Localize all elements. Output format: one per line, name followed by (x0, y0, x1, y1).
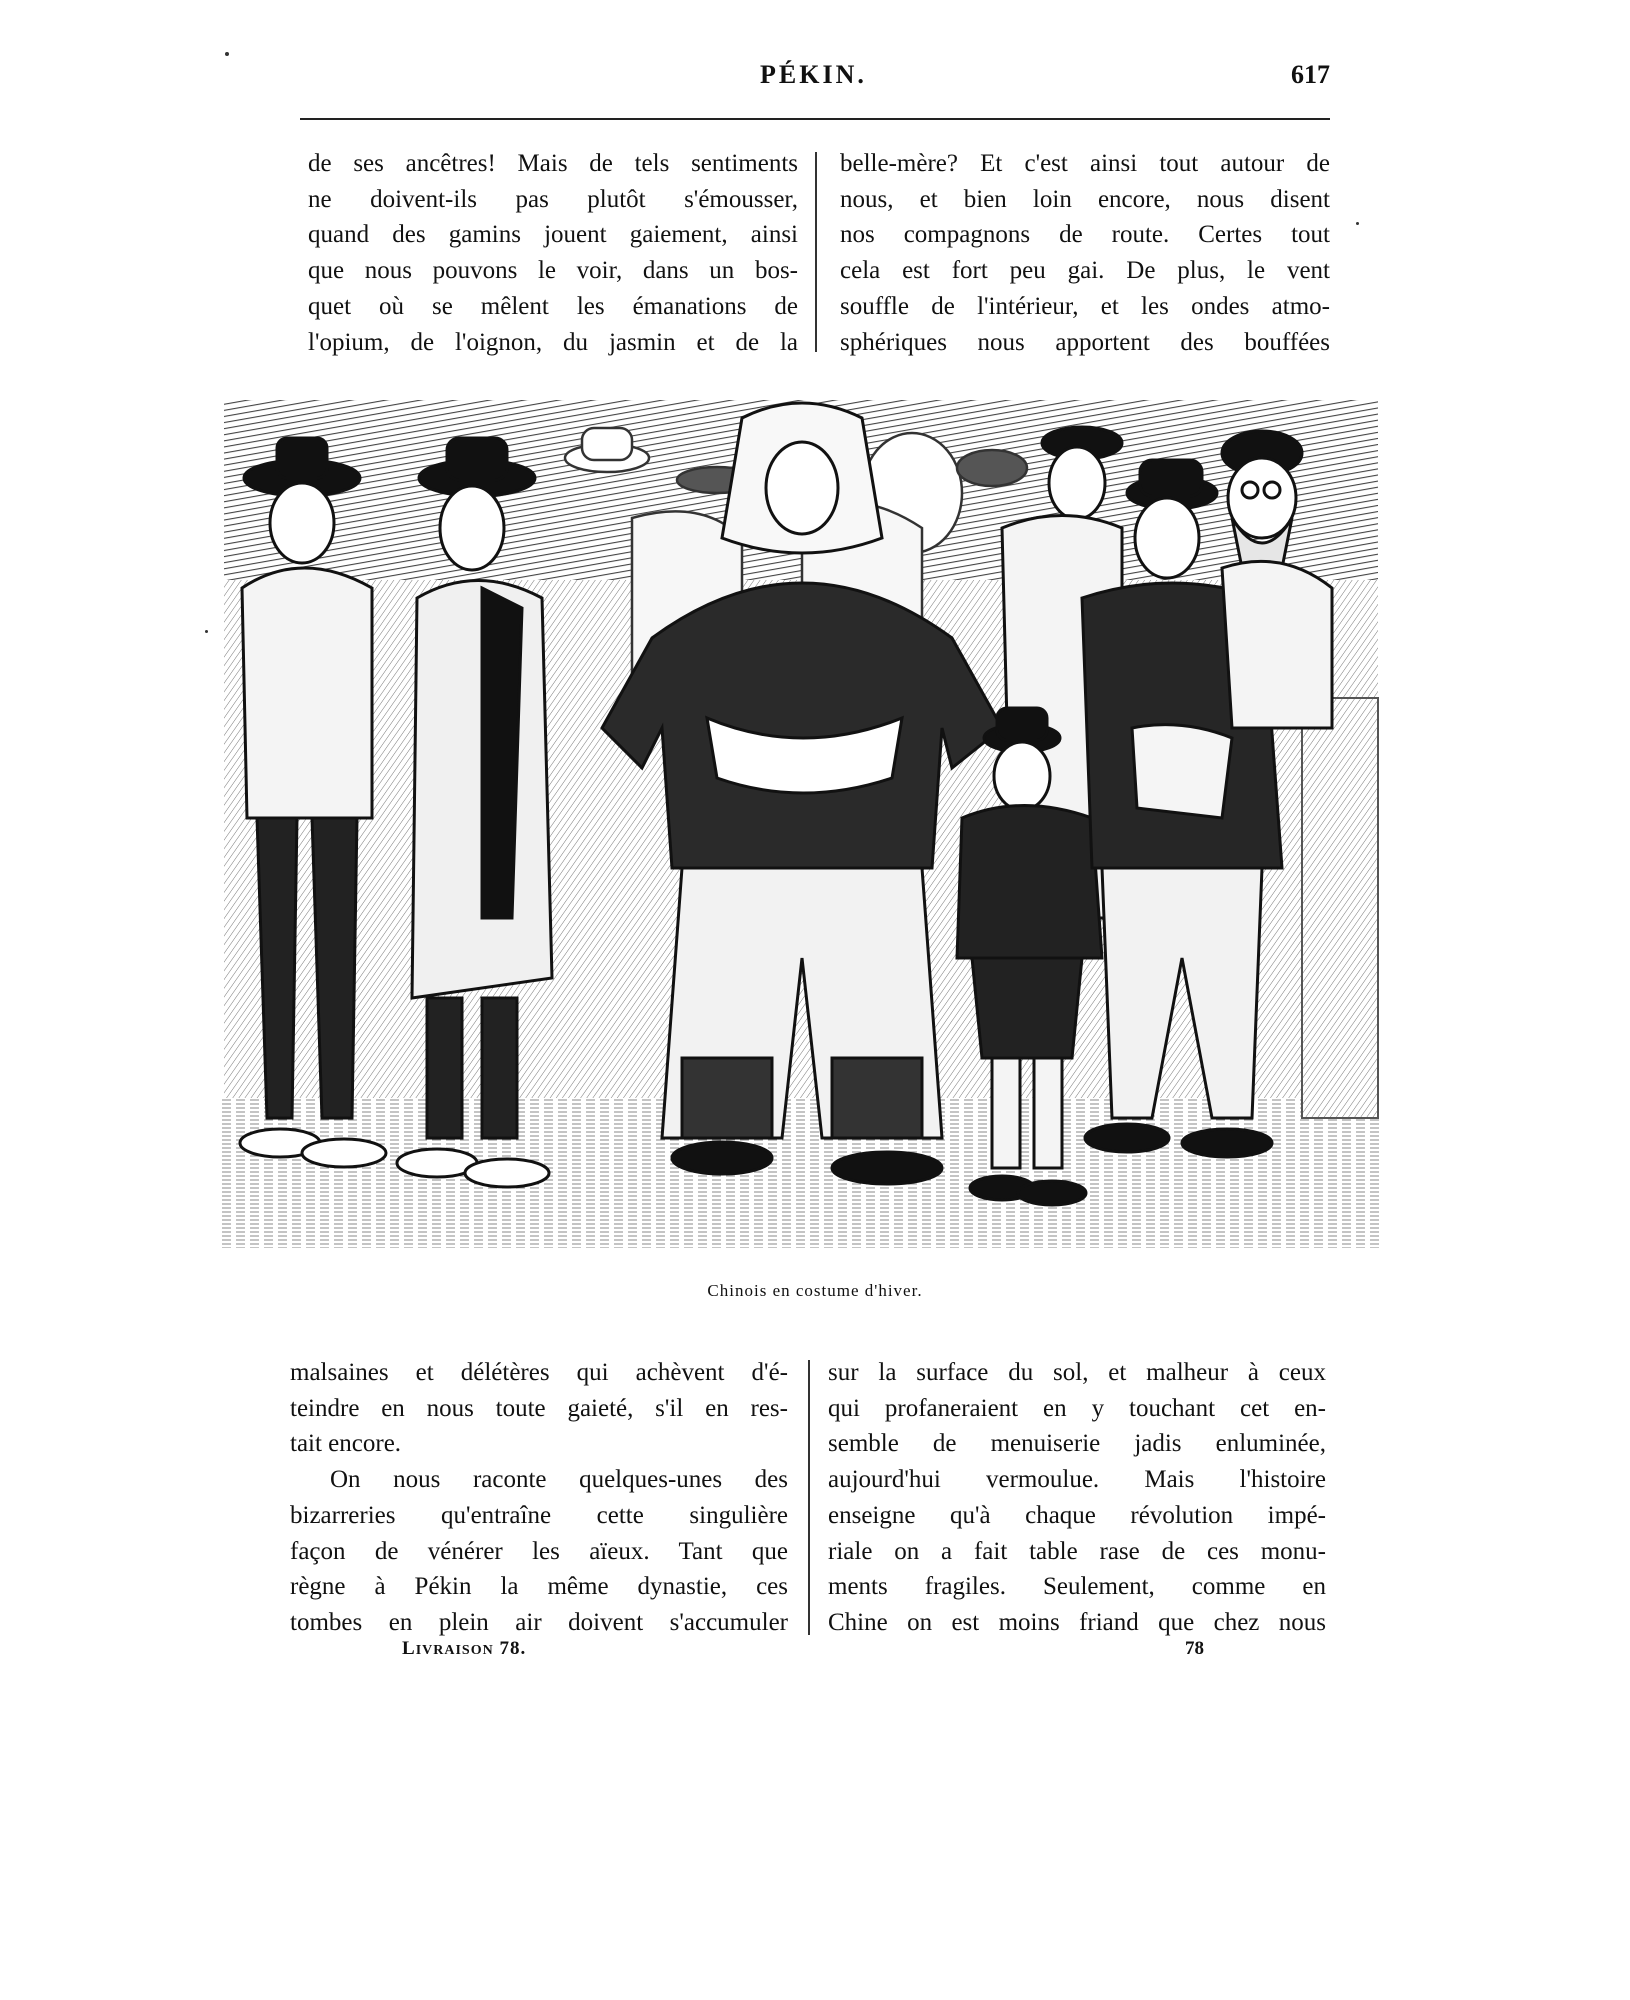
running-head (300, 60, 1330, 100)
text-line: semble de menuiserie jadis enluminée, (828, 1430, 1326, 1458)
column-divider-bottom (808, 1360, 810, 1635)
text-line: quand des gamins jouent gaiement, ainsi (308, 221, 798, 249)
text-line: règne à Pékin la même dynastie, ces (290, 1573, 788, 1601)
engraving-illustration (222, 398, 1380, 1250)
text-line: tait encore. (290, 1430, 402, 1458)
scan-speck (225, 52, 229, 56)
text-line: l'opium, de l'oignon, du jasmin et de la (308, 328, 798, 356)
text-line: cela est fort peu gai. De plus, le vent (840, 257, 1330, 285)
text-line: belle-mère? Et c'est ainsi tout autour de (840, 150, 1330, 177)
text-line: nous, et bien loin encore, nous disent (840, 185, 1330, 213)
text-line: teindre en nous toute gaieté, s'il en res- (290, 1394, 788, 1422)
text-line: souffle de l'intérieur, et les ondes atmo- (840, 292, 1330, 320)
text-line: On nous raconte quelques-unes des (330, 1466, 788, 1494)
scan-speck (1356, 222, 1359, 225)
column-1-top (308, 146, 798, 360)
text-line: façon de vénérer les aïeux. Tant que (290, 1537, 788, 1565)
text-line: enseigne qu'à chaque révolution impé- (828, 1501, 1326, 1529)
illustration-caption: Chinois en costume d'hiver. (707, 1281, 923, 1300)
column-divider-top (815, 152, 817, 352)
text-line: ne doivent-ils pas plutôt s'émousser, (308, 185, 798, 213)
text-line: nos compagnons de route. Certes tout (840, 221, 1330, 249)
text-line: Chine on est moins friand que chez nous (828, 1608, 1326, 1636)
header-rule (300, 118, 1330, 120)
text-line: malsaines et délétères qui achèvent d'é- (290, 1359, 788, 1386)
signature-number: 78. (499, 1638, 527, 1659)
text-line: sur la surface du sol, et malheur à ceux (828, 1359, 1326, 1386)
column-2-top (840, 146, 1330, 360)
scan-speck (205, 630, 208, 633)
text-line: quet où se mêlent les émanations de (308, 292, 798, 320)
column-2-bottom (828, 1355, 1326, 1641)
text-line: qui profaneraient en y touchant cet en- (828, 1394, 1326, 1422)
signature-word: IVRAISON (415, 1643, 494, 1658)
text-line: de ses ancêtres! Mais de tels sentiments (308, 150, 798, 177)
text-line: riale on a fait table rase de ces monu- (828, 1537, 1326, 1565)
text-line: ments fragiles. Seulement, comme en (828, 1573, 1326, 1601)
sheet-number: 78 (1185, 1638, 1204, 1659)
column-1-bottom (290, 1355, 788, 1641)
signature-mark (402, 1638, 526, 1660)
page-number: 617 (1291, 60, 1330, 89)
text-line: tombes en plein air doivent s'accumuler (290, 1608, 788, 1636)
signature-initial: L (402, 1638, 416, 1659)
text-line: aujourd'hui vermoulue. Mais l'histoire (828, 1466, 1326, 1494)
text-line: que nous pouvons le voir, dans un bos- (308, 257, 798, 285)
text-line: bizarreries qu'entraîne cette singulière (290, 1501, 788, 1529)
text-line: sphériques nous apportent des bouffées (840, 328, 1330, 356)
running-title: PÉKIN. (760, 60, 867, 89)
